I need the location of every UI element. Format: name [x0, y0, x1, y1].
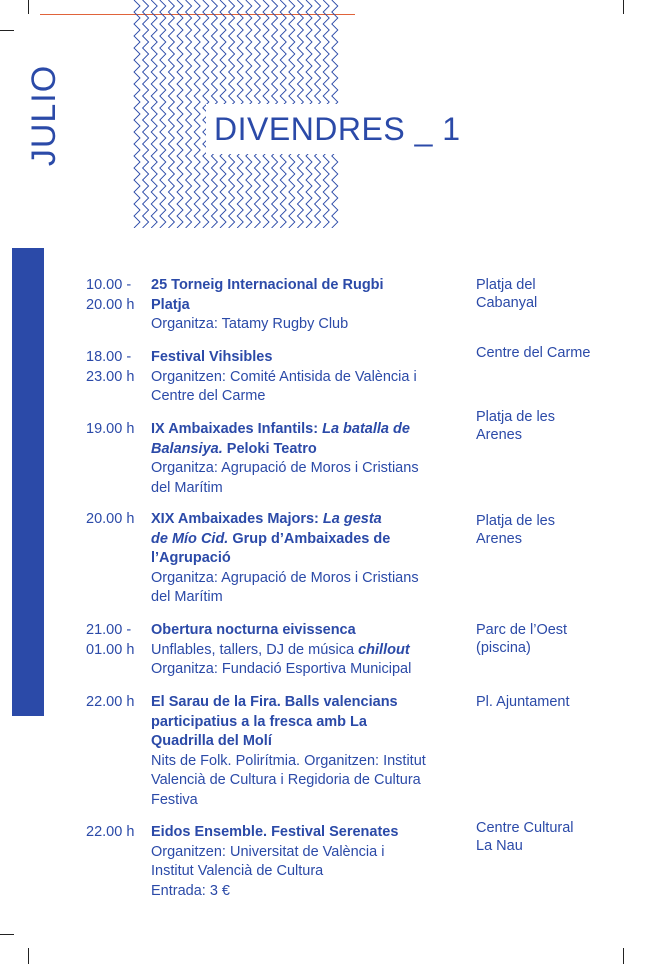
- event-title: 25 Torneig Internacional de Rugbi Platja: [151, 277, 384, 313]
- wave-line: [194, 0, 200, 228]
- day-title: DIVENDRES _ 1: [206, 104, 469, 154]
- crop-mark: [0, 934, 14, 935]
- crop-mark: [28, 948, 29, 964]
- event-description: Organitzen: Universitat de València i Institut Valencià de Cultura Entrada: 3 €: [151, 843, 385, 899]
- crop-mark: [0, 30, 14, 31]
- event-time: 10.00 - 20.00 h: [86, 277, 135, 313]
- wave-line: [186, 0, 192, 228]
- month-label: JULIO: [25, 64, 64, 166]
- event-title: Eidos Ensemble. Festival Serenates: [151, 824, 399, 840]
- event-time: 19.00 h: [86, 421, 135, 437]
- event-description: Organitza: Agrupació de Moros i Cristians del Marítim: [151, 569, 419, 605]
- event-location: Centre del Carme: [476, 345, 591, 361]
- crop-mark: [28, 0, 29, 14]
- event-location: Centre Cultural La Nau: [476, 820, 574, 854]
- event-time: 21.00 - 01.00 h: [86, 622, 135, 658]
- event-title: XIX Ambaixades Majors: La gesta de Mío Cid. Grup d’Ambaixades de l’Agrupació: [151, 511, 391, 566]
- wave-line: [160, 0, 166, 228]
- event-time: 22.00 h: [86, 824, 135, 840]
- crop-mark: [623, 948, 624, 964]
- side-accent-bar: [12, 248, 44, 716]
- event-title: Festival Vihsibles: [151, 349, 273, 365]
- wave-line: [168, 0, 174, 228]
- wave-line: [143, 0, 149, 228]
- event-description: Organitzen: Comité Antisida de València i Centre del Carme: [151, 368, 417, 404]
- event-description: Organitza: Tatamy Rugby Club: [151, 316, 349, 332]
- event-title: Obertura nocturna eivissenca: [151, 622, 356, 638]
- event-time: 20.00 h: [86, 511, 135, 527]
- event-time: 22.00 h: [86, 694, 135, 710]
- event-location: Platja de les Arenes: [476, 409, 555, 443]
- event-location: Platja del Cabanyal: [476, 277, 538, 311]
- event-location: Pl. Ajuntament: [476, 694, 570, 710]
- wave-line: [177, 0, 183, 228]
- event-description: Organitza: Agrupació de Moros i Cristians del Marítim: [151, 460, 419, 496]
- event-location: Platja de les Arenes: [476, 513, 555, 547]
- wave-line: [151, 0, 157, 228]
- event-title: IX Ambaixades Infantils: La batalla de Balansiya. Peloki Teatro: [151, 421, 410, 457]
- event-description: Unflables, tallers, DJ de música chillout Organitza: Fundació Esportiva Municipal: [151, 641, 412, 677]
- event-location: Parc de l’Oest (piscina): [476, 622, 568, 656]
- event-description: Nits de Folk. Polirítmia. Organitzen: Institut Valencià de Cultura i Regidoria de Cultura Festiva: [151, 752, 426, 808]
- wave-line: [134, 0, 140, 228]
- event-title: El Sarau de la Fira. Balls valencians participatius a la fresca amb La Quadrilla del Molí: [151, 694, 398, 749]
- event-time: 18.00 - 23.00 h: [86, 349, 135, 385]
